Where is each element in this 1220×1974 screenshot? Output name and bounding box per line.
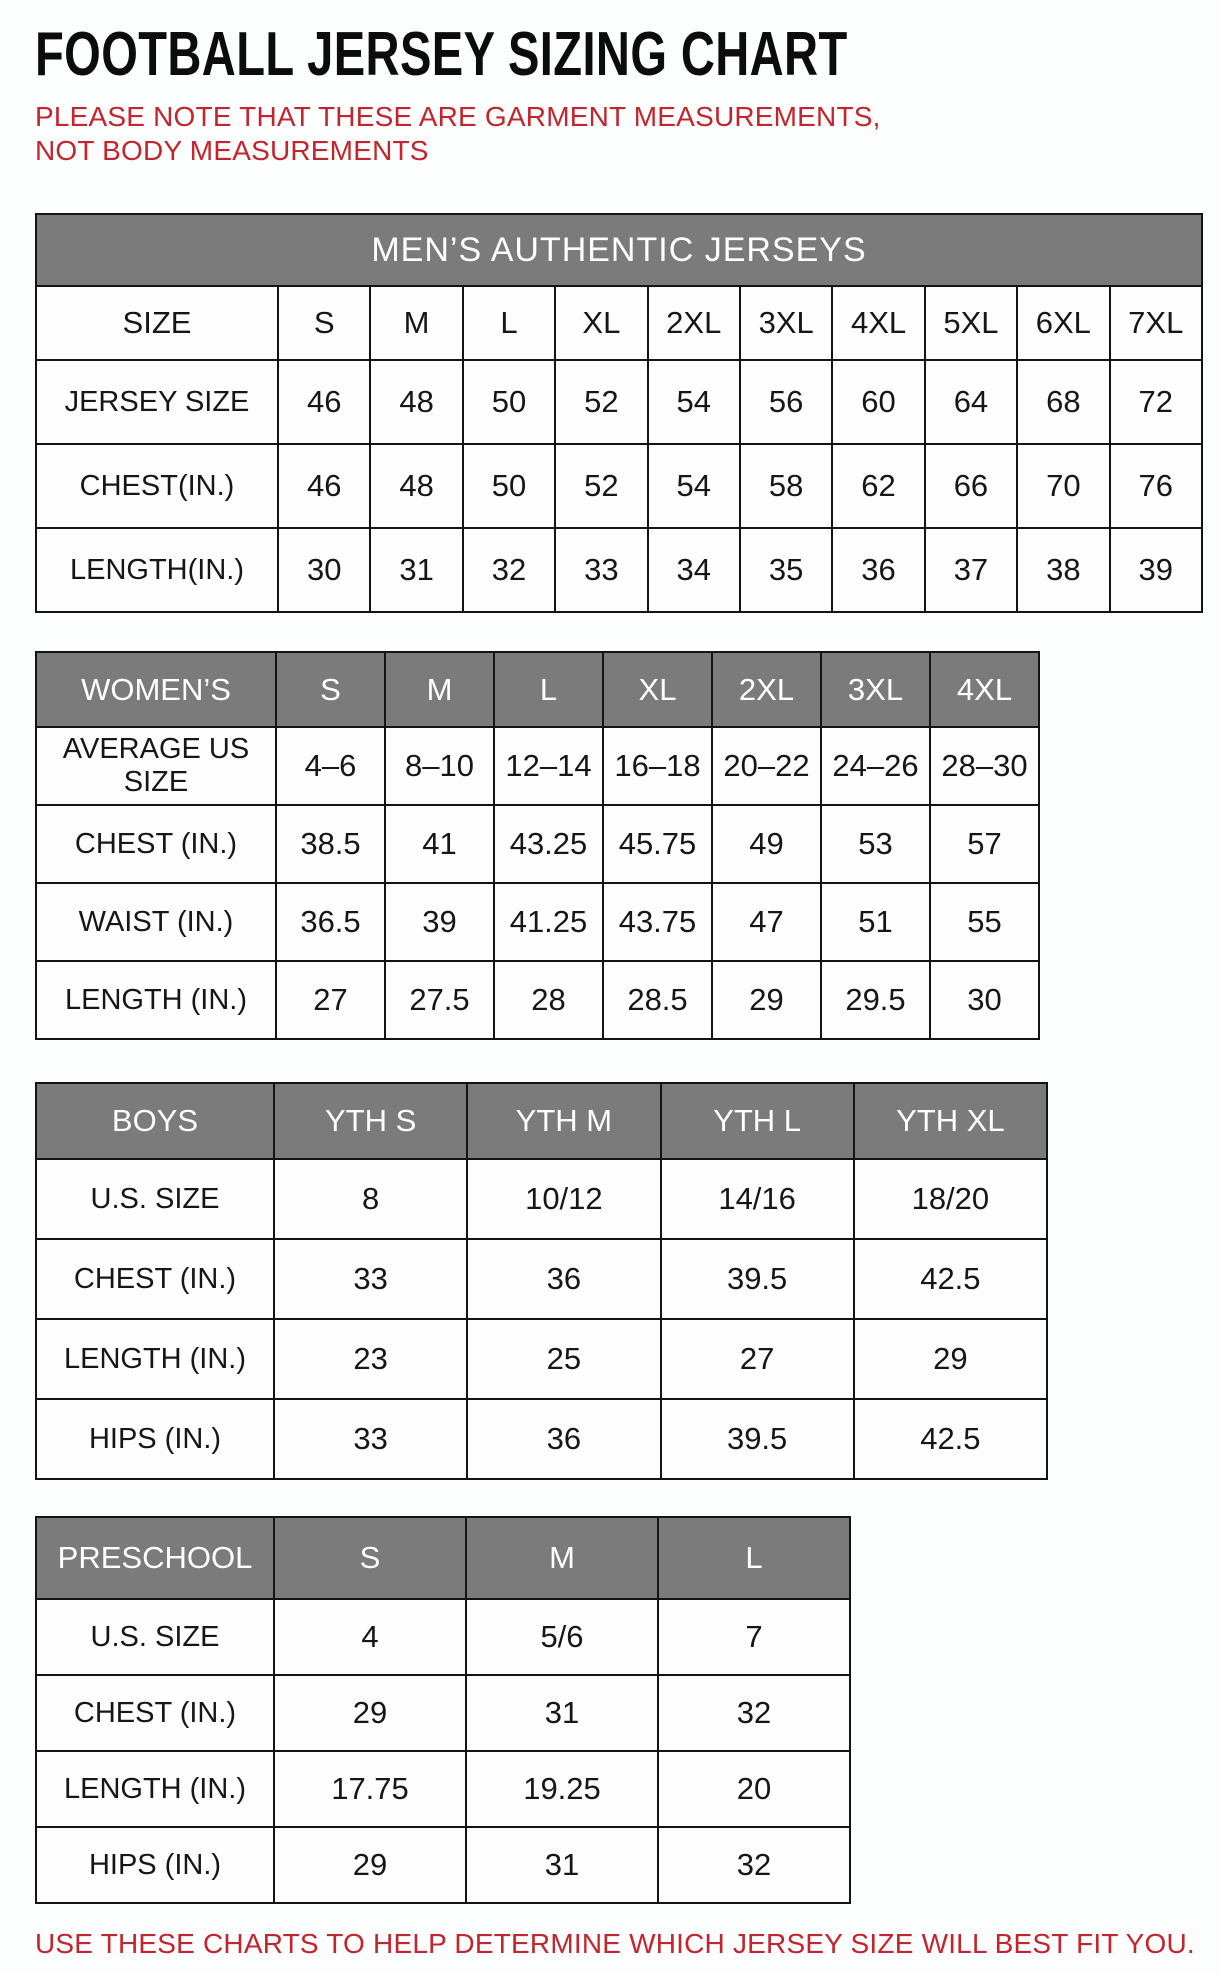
row-label: LENGTH (IN.) xyxy=(36,1751,274,1827)
column-header: YTH L xyxy=(661,1083,854,1159)
column-header: SIZE xyxy=(36,286,278,360)
column-header: YTH XL xyxy=(854,1083,1047,1159)
row-label: AVERAGE US SIZE xyxy=(36,727,276,805)
size-value: 51 xyxy=(821,883,930,961)
size-value: 42.5 xyxy=(854,1239,1047,1319)
size-value: 36 xyxy=(467,1239,660,1319)
size-value: 23 xyxy=(274,1319,467,1399)
size-value: 28 xyxy=(494,961,603,1039)
table-row xyxy=(36,805,1039,883)
column-header: PRESCHOOL xyxy=(36,1517,274,1599)
size-value: 39 xyxy=(1110,528,1202,612)
sizing-table-mens xyxy=(35,213,1203,613)
size-value: 35 xyxy=(740,528,832,612)
size-value: 7 xyxy=(658,1599,850,1675)
row-label: CHEST(IN.) xyxy=(36,444,278,528)
size-value: 41.25 xyxy=(494,883,603,961)
size-value: 27 xyxy=(661,1319,854,1399)
size-value: 64 xyxy=(925,360,1017,444)
size-value: 33 xyxy=(555,528,647,612)
column-header: L xyxy=(658,1517,850,1599)
row-label: WAIST (IN.) xyxy=(36,883,276,961)
table-header-row xyxy=(36,1083,1047,1159)
size-value: 50 xyxy=(463,360,555,444)
column-header: 3XL xyxy=(821,652,930,727)
table-banner-row xyxy=(36,214,1202,286)
garment-measurements-note: PLEASE NOTE THAT THESE ARE GARMENT MEASUREMENTS, NOT BODY MEASUREMENTS xyxy=(35,101,881,167)
row-label: LENGTH (IN.) xyxy=(36,1319,274,1399)
size-value: 39 xyxy=(385,883,494,961)
row-label: U.S. SIZE xyxy=(36,1599,274,1675)
column-header: M xyxy=(370,286,462,360)
column-header: 2XL xyxy=(712,652,821,727)
column-header: L xyxy=(494,652,603,727)
preschool-table-container xyxy=(35,1516,1220,1904)
size-value: 32 xyxy=(658,1827,850,1903)
size-value: 36 xyxy=(832,528,924,612)
size-value: 17.75 xyxy=(274,1751,466,1827)
size-value: 4 xyxy=(274,1599,466,1675)
table-header-row xyxy=(36,1517,850,1599)
size-value: 52 xyxy=(555,360,647,444)
size-value: 52 xyxy=(555,444,647,528)
table-row xyxy=(36,360,1202,444)
column-header: YTH S xyxy=(274,1083,467,1159)
table-row xyxy=(36,961,1039,1039)
column-header: S xyxy=(278,286,370,360)
boys-table-container xyxy=(35,1082,1220,1480)
column-header: 4XL xyxy=(832,286,924,360)
table-row xyxy=(36,528,1202,612)
column-header: M xyxy=(385,652,494,727)
size-value: 43.25 xyxy=(494,805,603,883)
womens-table-container xyxy=(35,651,1220,1040)
column-header: 2XL xyxy=(648,286,740,360)
size-value: 54 xyxy=(648,444,740,528)
row-label: HIPS (IN.) xyxy=(36,1827,274,1903)
size-value: 30 xyxy=(930,961,1039,1039)
column-header: 5XL xyxy=(925,286,1017,360)
size-value: 66 xyxy=(925,444,1017,528)
table-row xyxy=(36,727,1039,805)
size-value: 34 xyxy=(648,528,740,612)
size-value: 53 xyxy=(821,805,930,883)
size-value: 8–10 xyxy=(385,727,494,805)
size-value: 50 xyxy=(463,444,555,528)
table-row xyxy=(36,444,1202,528)
size-value: 36.5 xyxy=(276,883,385,961)
size-value: 56 xyxy=(740,360,832,444)
size-value: 19.25 xyxy=(466,1751,658,1827)
size-value: 36 xyxy=(467,1399,660,1479)
column-header: S xyxy=(276,652,385,727)
size-value: 72 xyxy=(1110,360,1202,444)
size-value: 5/6 xyxy=(466,1599,658,1675)
size-value: 39.5 xyxy=(661,1239,854,1319)
size-value: 70 xyxy=(1017,444,1109,528)
size-value: 49 xyxy=(712,805,821,883)
column-header: YTH M xyxy=(467,1083,660,1159)
size-value: 27.5 xyxy=(385,961,494,1039)
column-header: WOMEN’S xyxy=(36,652,276,727)
page-title-text: FOOTBALL JERSEY SIZING CHART xyxy=(35,20,848,89)
size-value: 30 xyxy=(278,528,370,612)
size-value: 28–30 xyxy=(930,727,1039,805)
size-value: 31 xyxy=(370,528,462,612)
size-value: 41 xyxy=(385,805,494,883)
size-value: 62 xyxy=(832,444,924,528)
size-value: 57 xyxy=(930,805,1039,883)
size-value: 55 xyxy=(930,883,1039,961)
size-value: 20–22 xyxy=(712,727,821,805)
size-value: 33 xyxy=(274,1399,467,1479)
row-label: U.S. SIZE xyxy=(36,1159,274,1239)
size-value: 48 xyxy=(370,444,462,528)
size-value: 31 xyxy=(466,1827,658,1903)
table-row xyxy=(36,1159,1047,1239)
size-value: 47 xyxy=(712,883,821,961)
column-header: 3XL xyxy=(740,286,832,360)
mens-table-container xyxy=(35,213,1220,613)
table-row xyxy=(36,1319,1047,1399)
column-header: 6XL xyxy=(1017,286,1109,360)
size-value: 60 xyxy=(832,360,924,444)
table-row xyxy=(36,1399,1047,1479)
column-header: L xyxy=(463,286,555,360)
size-value: 43.75 xyxy=(603,883,712,961)
table-row xyxy=(36,883,1039,961)
size-value: 28.5 xyxy=(603,961,712,1039)
sizing-table-boys xyxy=(35,1082,1048,1480)
size-value: 68 xyxy=(1017,360,1109,444)
row-label: CHEST (IN.) xyxy=(36,1239,274,1319)
row-label: LENGTH(IN.) xyxy=(36,528,278,612)
size-value: 4–6 xyxy=(276,727,385,805)
column-header: XL xyxy=(555,286,647,360)
size-value: 39.5 xyxy=(661,1399,854,1479)
column-header: 4XL xyxy=(930,652,1039,727)
column-header: 7XL xyxy=(1110,286,1202,360)
size-value: 46 xyxy=(278,360,370,444)
size-value: 32 xyxy=(463,528,555,612)
size-value: 25 xyxy=(467,1319,660,1399)
size-value: 38.5 xyxy=(276,805,385,883)
table-row xyxy=(36,1827,850,1903)
size-value: 29 xyxy=(274,1675,466,1751)
size-value: 18/20 xyxy=(854,1159,1047,1239)
size-value: 37 xyxy=(925,528,1017,612)
table-header-row xyxy=(36,286,1202,360)
table-row xyxy=(36,1751,850,1827)
size-value: 48 xyxy=(370,360,462,444)
size-value: 45.75 xyxy=(603,805,712,883)
size-value: 12–14 xyxy=(494,727,603,805)
size-value: 29 xyxy=(854,1319,1047,1399)
sizing-table-preschool xyxy=(35,1516,851,1904)
size-value: 29.5 xyxy=(821,961,930,1039)
column-header: S xyxy=(274,1517,466,1599)
size-value: 29 xyxy=(712,961,821,1039)
table-row xyxy=(36,1239,1047,1319)
table-row xyxy=(36,1675,850,1751)
size-value: 10/12 xyxy=(467,1159,660,1239)
column-header: XL xyxy=(603,652,712,727)
table-banner: MEN’S AUTHENTIC JERSEYS xyxy=(36,214,1202,286)
row-label: CHEST (IN.) xyxy=(36,1675,274,1751)
size-value: 8 xyxy=(274,1159,467,1239)
size-value: 29 xyxy=(274,1827,466,1903)
table-row xyxy=(36,1599,850,1675)
size-value: 31 xyxy=(466,1675,658,1751)
size-value: 54 xyxy=(648,360,740,444)
size-value: 14/16 xyxy=(661,1159,854,1239)
page-title xyxy=(35,20,1220,89)
row-label: LENGTH (IN.) xyxy=(36,961,276,1039)
row-label: JERSEY SIZE xyxy=(36,360,278,444)
usage-note: USE THESE CHARTS TO HELP DETERMINE WHICH JERSEY SIZE WILL BEST FIT YOU. xyxy=(35,1928,1195,1960)
size-value: 27 xyxy=(276,961,385,1039)
size-value: 42.5 xyxy=(854,1399,1047,1479)
size-value: 24–26 xyxy=(821,727,930,805)
table-header-row xyxy=(36,652,1039,727)
size-value: 46 xyxy=(278,444,370,528)
column-header: BOYS xyxy=(36,1083,274,1159)
size-value: 20 xyxy=(658,1751,850,1827)
sizing-table-womens xyxy=(35,651,1040,1040)
row-label: HIPS (IN.) xyxy=(36,1399,274,1479)
size-value: 33 xyxy=(274,1239,467,1319)
size-value: 58 xyxy=(740,444,832,528)
row-label: CHEST (IN.) xyxy=(36,805,276,883)
column-header: M xyxy=(466,1517,658,1599)
size-value: 16–18 xyxy=(603,727,712,805)
size-value: 38 xyxy=(1017,528,1109,612)
size-value: 32 xyxy=(658,1675,850,1751)
size-value: 76 xyxy=(1110,444,1202,528)
